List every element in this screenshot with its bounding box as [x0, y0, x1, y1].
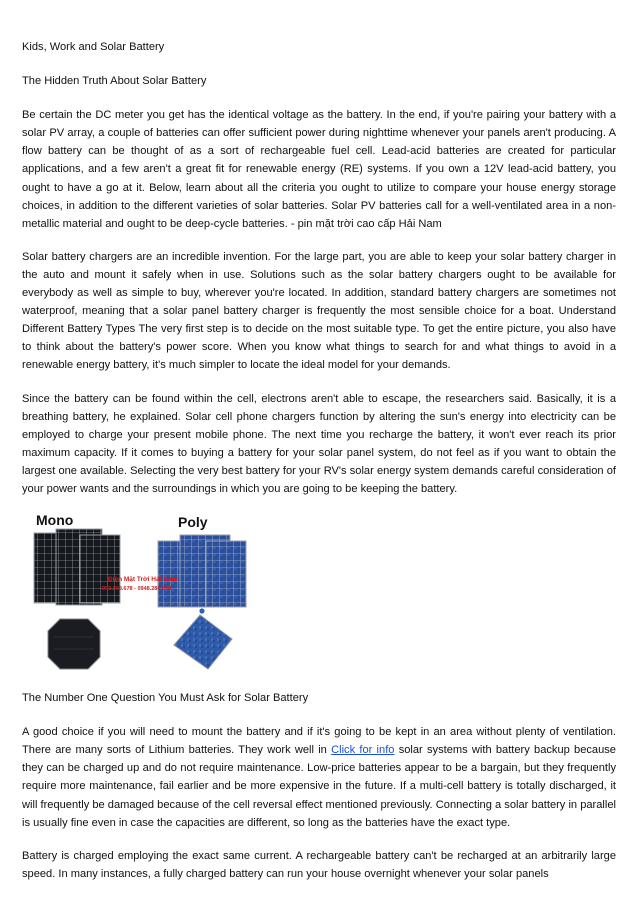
watermark-line-1: Điện Mặt Trời Hải Nam [108, 576, 178, 584]
mono-panel-group [34, 529, 120, 605]
paragraph-lithium-text-1: A good choice if you will need to mount the battery and if it's going to be kept in an area without plenty of ventilation. There are many sorts of Lithium batteries. They work well in [22, 726, 616, 757]
paragraph-battery-chargers: Solar battery chargers are an incredible invention. For the large part, you are able to keep your solar battery charger in the auto and mount it safely when in use. Solutions such as the solar battery chargers ought to be available for everybody as well as simple to buy, wherever you're located. In addition, standard battery chargers are sometimes not waterproof, meaning that a solar panel battery charger is frequently the most sensible choice for a boat. Understand Different Battery Types The very first step is to decide on the most suitable type. To get the entire picture, you also have to think about the battery's power score. When you know what things to search for and what things to avoid in a renewable energy battery, it's much simpler to locate the ideal model for your demands. [22, 250, 616, 372]
poly-label: Poly [178, 514, 208, 531]
mono-cell-icon [48, 619, 100, 669]
mono-poly-panel-figure [30, 511, 250, 675]
section-heading-number-one-question: The Number One Question You Must Ask for Solar Battery [22, 692, 309, 705]
paragraph-charged-current: Battery is charged employing the exact same current. A rechargeable battery can't be recharged at an arbitrarily large speed. In many instances, a fully charged battery can run your house overnight whenever your solar panels [22, 849, 616, 880]
poly-panel-group [158, 535, 246, 607]
paragraph-lithium-batteries [22, 723, 616, 832]
document-title: Kids, Work and Solar Battery [22, 41, 165, 53]
poly-cell-icon [174, 608, 232, 669]
paragraph-lithium-text-2: solar systems with battery backup because they can be charged up and do not require maintenance. Low-price batteries appear to be a bargain, but they frequently require more maintenance, fail earlier and be more expensive in the future. If a multi-cell battery is totally discharged, it will frequently be damaged because of the cell reversal effect mentioned previously. Connecting a solar battery in parallel is usually fine even in case the capacities are different, so long as the batteries have the exact type. [22, 744, 616, 829]
mono-label: Mono [36, 512, 74, 529]
paragraph-dc-meter: Be certain the DC meter you get has the identical voltage as the battery. In the end, if you're pairing your battery with a solar PV array, a couple of batteries can offer sufficient power during nighttime whenever your panels aren't producing. A flow battery can be thought of as a sort of rechargeable fuel cell. Lead-acid batteries are created for particular applications, and a few aren't a great fit for renewable energy (RE) systems. If you own a 12V lead-acid battery, you ought to have a go at it. Below, learn about all the criteria you ought to utilize to compare your house energy storage choices, in addition to the different varieties of solar batteries. Solar PV batteries call for a well-ventilated area in a non-metallic material and ought to be deep-cycle batteries. - pin mặt trời cao cấp Hải Nam [22, 109, 616, 230]
click-for-info-link[interactable]: Click for info [331, 744, 395, 757]
section-heading-hidden-truth: The Hidden Truth About Solar Battery [22, 75, 207, 88]
solar-panels-image [30, 511, 250, 675]
paragraph-breathing-battery: Since the battery can be found within the cell, electrons aren't able to escape, the researchers said. Basically, it is a breathing battery, he explained. Solar cell phone chargers function by altering the sun's energy into electricity can be employed to charge your present mobile phone. The next time you recharge the battery, it won't ever reach its prior maximum capacity. If it comes to buying a battery for your solar panel system, do not feel as if you want to obtain the largest one available. Selecting the very best battery for your RV's solar energy system demands careful consideration of your power wants and the surroundings in which you are going to be keeping the battery. [22, 392, 616, 495]
watermark-line-2: 093.208.678 - 0948.288.678 [102, 586, 172, 593]
